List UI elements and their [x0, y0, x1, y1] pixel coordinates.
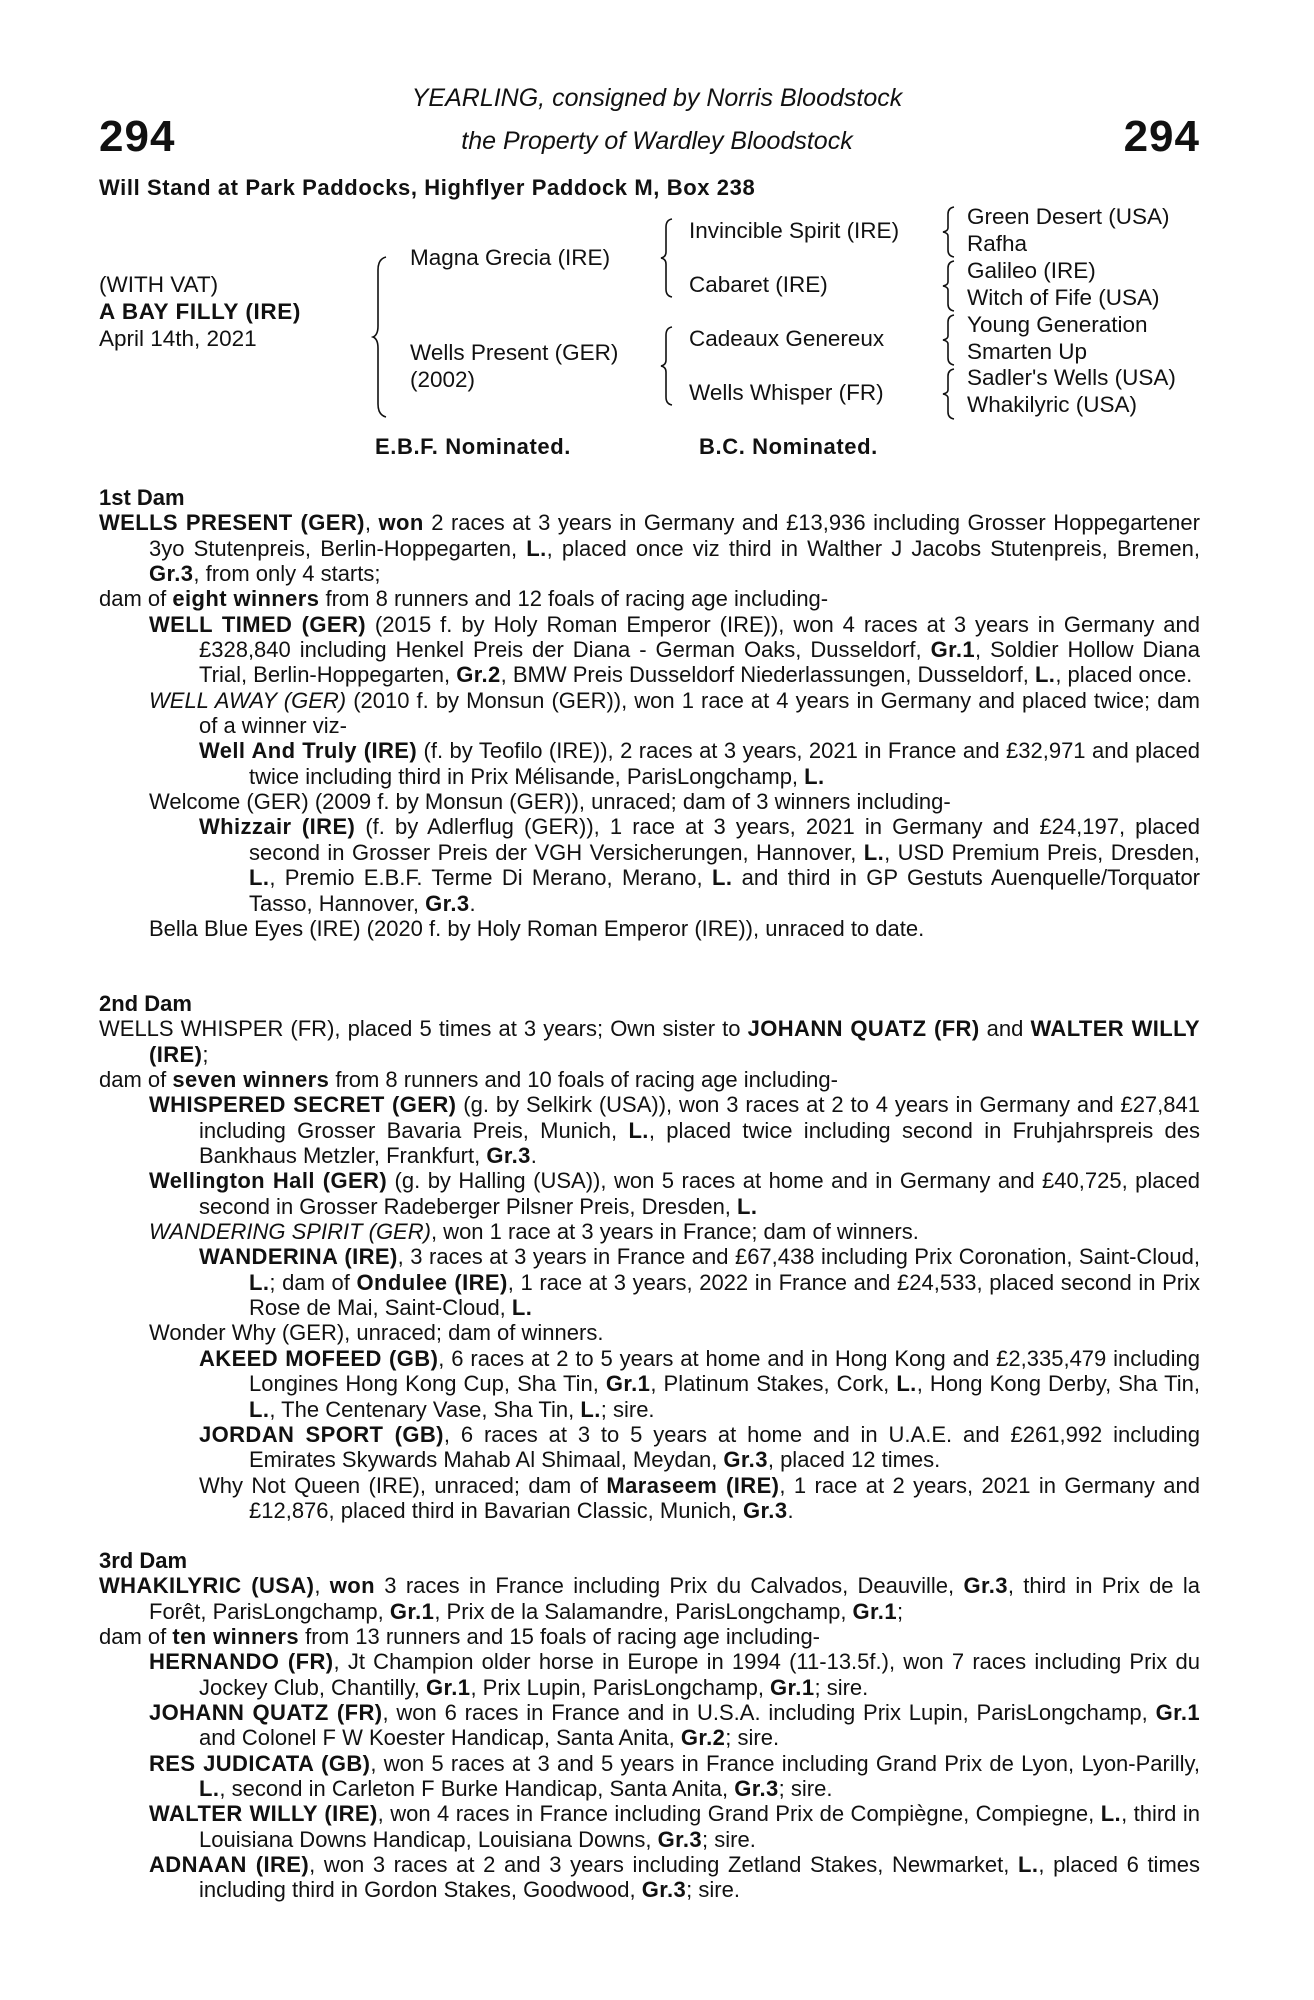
- entry-text: 2 races at 3 years in Germany and £13,936 including Grosser Hoppegartener 3yo Stutenpreis, Berlin-Hoppegarten,: [149, 510, 1200, 561]
- entry-text: .: [530, 1143, 537, 1169]
- pedigree-entry: [99, 1573, 1200, 1624]
- entry-text: (f. by Adlerflug (GER)), 1 race at 3 years, 2021 in Germany and £24,197, placed second in Grosser Preis der VGH Versicherungen, Hannover,: [249, 814, 1200, 865]
- pedigree-entry: [99, 1219, 1200, 1244]
- bold-text: Gr.3: [963, 1573, 1008, 1599]
- entry-text: dam of: [99, 1067, 173, 1093]
- bold-text: Well And Truly (IRE): [199, 738, 418, 764]
- pedigree-entry: [99, 1624, 1200, 1649]
- sire-dam: Cabaret (IRE): [689, 272, 828, 297]
- bold-text: L.: [1100, 1801, 1122, 1827]
- entry-text: , Jt Champion older horse in Europe in 1994 (11-13.5f.), won 7 races including Prix du Jockey Club, Chantilly,: [199, 1649, 1200, 1700]
- ancestor-gen3: Witch of Fife (USA): [967, 285, 1160, 310]
- entry-text: ; sire.: [686, 1877, 740, 1903]
- brace-icon: [942, 260, 956, 312]
- section-title: 2nd Dam: [99, 991, 192, 1016]
- bold-text: L.: [896, 1371, 917, 1397]
- pedigree-entry: [99, 789, 1200, 814]
- lot-number-left: 294: [99, 112, 176, 161]
- bold-text: ten winners: [172, 1624, 300, 1650]
- entry-text: from 8 runners and 12 foals of racing age including-: [319, 586, 829, 612]
- entry-text: (f. by Teofilo (IRE)), 2 races at 3 years, 2021 in France and £32,971 and placed twice including third in Prix Mélisande, ParisLongchamp,: [249, 738, 1200, 789]
- entry-text: , won 1 race at 3 years in France; dam of winners.: [430, 1219, 919, 1245]
- entry-text: , second in Carleton F Burke Handicap, Santa Anita,: [219, 1776, 735, 1802]
- bold-text: eight winners: [172, 586, 320, 612]
- bold-text: Gr.1: [852, 1598, 897, 1624]
- bold-text: Gr.3: [657, 1826, 703, 1852]
- bold-text: L.: [249, 1396, 270, 1422]
- bold-text: WHAKILYRIC (USA): [99, 1573, 315, 1599]
- entry-text: , third in Louisiana Downs Handicap, Louisiana Downs,: [199, 1801, 1200, 1852]
- foaling-date: April 14th, 2021: [99, 326, 257, 351]
- sire-sire: Invincible Spirit (IRE): [689, 218, 900, 243]
- entry-text: from 8 runners and 10 foals of racing age including-: [329, 1067, 838, 1093]
- bold-text: L.: [628, 1117, 649, 1143]
- ancestor-gen3: Galileo (IRE): [967, 258, 1096, 283]
- ebf-nomination: E.B.F. Nominated.: [375, 434, 571, 459]
- entry-text: , 1 race at 2 years, 2021 in Germany and £12,876, placed third in Bavarian Classic, Munich,: [249, 1472, 1200, 1523]
- sire: Magna Grecia (IRE): [410, 245, 611, 270]
- bold-text: Gr.3: [486, 1143, 531, 1169]
- bold-text: Gr.1: [1155, 1700, 1200, 1726]
- pedigree-entry: [99, 1092, 1200, 1168]
- bold-text: Gr.1: [770, 1674, 815, 1700]
- pedigree-entry: [99, 612, 1200, 688]
- ancestor-gen3: Young Generation: [967, 312, 1148, 337]
- section-title: 1st Dam: [99, 485, 185, 510]
- pedigree-entry: [99, 814, 1200, 915]
- entry-text: , won 4 races in France including Grand Prix de Compiègne, Compiegne,: [377, 1801, 1101, 1827]
- entry-text: ; sire.: [725, 1725, 780, 1751]
- lot-name: A BAY FILLY (IRE): [99, 299, 301, 324]
- pedigree-entry: [99, 586, 1200, 611]
- bold-text: WANDERINA (IRE): [199, 1244, 398, 1270]
- pedigree-entry: [99, 1422, 1200, 1473]
- entry-text: ; sire.: [600, 1396, 655, 1422]
- entry-text: and third in GP Gestuts Auenquelle/Torquator Tasso, Hannover,: [249, 865, 1201, 916]
- property-line: the Property of Wardley Bloodstock: [461, 127, 853, 155]
- bold-text: L.: [737, 1193, 758, 1219]
- bold-text: L.: [511, 1295, 533, 1321]
- entry-text: , Soldier Hollow Diana Trial, Berlin-Hoppegarten,: [199, 637, 1200, 688]
- entry-text: ;: [896, 1598, 904, 1624]
- bold-text: WALTER WILLY (IRE): [149, 1016, 1200, 1067]
- entry-text: 3 races in France including Prix du Calvados, Deauville,: [374, 1573, 964, 1599]
- entry-text: ; sire.: [702, 1826, 756, 1852]
- bold-text: Gr.3: [734, 1776, 779, 1802]
- entry-text: ; dam of: [269, 1269, 357, 1295]
- bold-text: L.: [804, 763, 825, 789]
- entry-text: ,: [364, 510, 379, 536]
- entry-text: and Colonel F W Koester Handicap, Santa Anita,: [199, 1725, 681, 1751]
- bold-text: Wellington Hall (GER): [149, 1168, 388, 1194]
- entry-text: , USD Premium Preis, Dresden,: [884, 839, 1200, 865]
- bold-text: Gr.3: [425, 890, 470, 916]
- stand-location: Will Stand at Park Paddocks, Highflyer Paddock M, Box 238: [99, 175, 756, 200]
- entry-text: Why Not Queen (IRE), unraced; dam of: [199, 1472, 607, 1498]
- bold-text: L.: [249, 1269, 270, 1295]
- pedigree-entry: [99, 1244, 1200, 1320]
- bold-text: Whizzair (IRE): [199, 814, 356, 840]
- bold-text: Gr.3: [149, 561, 194, 587]
- ancestor-gen3: Green Desert (USA): [967, 204, 1170, 229]
- pedigree-entry: [99, 1700, 1200, 1751]
- pedigree-entry: [99, 1852, 1200, 1903]
- bold-text: Gr.1: [389, 1598, 435, 1624]
- pedigree-entry: [99, 1473, 1200, 1524]
- entry-text: .: [469, 890, 476, 916]
- brace-icon: [942, 368, 956, 420]
- entry-text: , won 5 races at 3 and 5 years in France including Grand Prix de Lyon, Lyon-Parilly,: [370, 1750, 1201, 1776]
- entry-text: Bella Blue Eyes (IRE) (2020 f. by Holy Roman Emperor (IRE)), unraced to date.: [149, 915, 925, 941]
- entry-text: .: [787, 1497, 794, 1523]
- entry-text: (2015 f. by Holy Roman Emperor (IRE)), won 4 races at 3 years in Germany and £328,840 including Henkel Preis der Diana - German Oaks, Dusseldorf,: [199, 611, 1200, 663]
- bold-text: JOHANN QUATZ (FR): [747, 1016, 980, 1042]
- entry-text: , placed once viz third in Walther J Jacobs Stutenpreis, Bremen,: [546, 535, 1201, 561]
- entry-text: , placed twice including second in Fruhjahrspreis des Bankhaus Metzler, Frankfurt,: [199, 1117, 1200, 1169]
- italic-text: WANDERING SPIRIT (GER): [149, 1219, 431, 1245]
- bold-text: JOHANN QUATZ (FR): [149, 1700, 383, 1726]
- bold-text: Gr.2: [456, 662, 501, 688]
- entry-text: , placed 6 times including third in Gordon Stakes, Goodwood,: [199, 1852, 1201, 1903]
- entry-text: , Hong Kong Derby, Sha Tin,: [916, 1371, 1200, 1397]
- entry-text: , placed once.: [1055, 662, 1193, 688]
- entry-text: from 13 runners and 15 foals of racing age including-: [299, 1624, 821, 1650]
- bold-text: WHISPERED SECRET (GER): [149, 1092, 457, 1118]
- bold-text: Ondulee (IRE): [356, 1269, 508, 1295]
- pedigree-entry: [99, 1801, 1200, 1852]
- entry-text: WELLS WHISPER (FR), placed 5 times at 3 years; Own sister to: [99, 1016, 748, 1042]
- entry-text: , placed 12 times.: [767, 1447, 941, 1473]
- second-dam-section: [99, 991, 1200, 1523]
- brace-icon: [660, 326, 674, 406]
- entry-text: and: [979, 1016, 1031, 1042]
- ancestor-gen3: Sadler's Wells (USA): [967, 365, 1176, 390]
- bold-text: Gr.3: [641, 1877, 687, 1903]
- bold-text: seven winners: [172, 1067, 330, 1093]
- vat-note: (WITH VAT): [99, 272, 219, 297]
- ancestor-gen3: Whakilyric (USA): [967, 392, 1138, 417]
- bold-text: L.: [711, 865, 733, 891]
- lot-number-right: 294: [1123, 112, 1200, 161]
- entry-text: , 3 races at 3 years in France and £67,438 including Prix Coronation, Saint-Cloud,: [397, 1244, 1200, 1270]
- entry-text: , Prix de la Salamandre, ParisLongchamp,: [434, 1598, 853, 1624]
- entry-text: , BMW Preis Dusseldorf Niederlassungen, Dusseldorf,: [500, 662, 1035, 688]
- pedigree-entry: [99, 1016, 1200, 1067]
- entry-text: (g. by Halling (USA)), won 5 races at home and in Germany and £40,725, placed second in Grosser Radeberger Pilsner Preis, Dresden,: [199, 1168, 1200, 1219]
- entry-text: , Premio E.B.F. Terme Di Merano, Merano,: [269, 865, 712, 891]
- dam-year: (2002): [410, 367, 476, 392]
- entry-text: dam of: [99, 1624, 173, 1650]
- bold-text: Gr.3: [743, 1497, 788, 1523]
- dam-sire: Cadeaux Genereux: [689, 326, 885, 351]
- bold-text: L.: [199, 1776, 220, 1802]
- entry-text: , 6 races at 2 to 5 years at home and in Hong Kong and £2,335,479 including Longines Hong Kong Cup, Sha Tin,: [249, 1345, 1200, 1397]
- pedigree-entry: [99, 688, 1200, 739]
- bold-text: WELL TIMED (GER): [149, 611, 366, 637]
- ancestor-gen3: Smarten Up: [967, 339, 1088, 364]
- entry-text: ;: [202, 1041, 209, 1067]
- pedigree-entry: [99, 1649, 1200, 1700]
- bold-text: Gr.1: [605, 1371, 651, 1397]
- entry-text: dam of: [99, 586, 173, 612]
- entry-text: (2010 f. by Monsun (GER)), won 1 race at 4 years in Germany and placed twice; dam of a winner viz-: [199, 687, 1200, 739]
- bold-text: Gr.3: [723, 1447, 768, 1473]
- consignor-line: YEARLING, consigned by Norris Bloodstock: [411, 84, 903, 112]
- italic-text: WELL AWAY (GER): [149, 687, 347, 713]
- entry-text: , Prix Lupin, ParisLongchamp,: [470, 1674, 771, 1700]
- entry-text: , Platinum Stakes, Cork,: [650, 1371, 897, 1397]
- pedigree-entry: [99, 1067, 1200, 1092]
- pedigree-entry: [99, 1320, 1200, 1345]
- dam-dam: Wells Whisper (FR): [689, 380, 884, 405]
- bold-text: L.: [580, 1396, 601, 1422]
- bold-text: WELLS PRESENT (GER): [99, 510, 365, 536]
- entry-text: Wonder Why (GER), unraced; dam of winners.: [149, 1320, 604, 1346]
- bold-text: Gr.1: [930, 637, 976, 663]
- ancestor-gen3: Rafha: [967, 231, 1028, 256]
- entry-text: Welcome (GER) (2009 f. by Monsun (GER)), unraced; dam of 3 winners including-: [149, 789, 951, 815]
- brace-icon: [942, 206, 956, 258]
- bc-nomination: B.C. Nominated.: [699, 434, 878, 459]
- third-dam-section: [99, 1548, 1200, 1903]
- brace-icon: [660, 218, 674, 298]
- pedigree-entry: [99, 1751, 1200, 1802]
- bold-text: Gr.2: [680, 1725, 726, 1751]
- pedigree-entry: [99, 916, 1200, 941]
- bold-text: HERNANDO (FR): [149, 1649, 334, 1675]
- bold-text: L.: [526, 535, 547, 561]
- entry-text: , The Centenary Vase, Sha Tin,: [269, 1396, 581, 1422]
- entry-text: , won 6 races in France and in U.S.A. including Prix Lupin, ParisLongchamp,: [382, 1700, 1156, 1726]
- bold-text: AKEED MOFEED (GB): [199, 1345, 439, 1371]
- bold-text: L.: [863, 839, 885, 865]
- entry-text: ; sire.: [814, 1674, 869, 1700]
- bold-text: L.: [249, 865, 270, 891]
- bold-text: won: [329, 1573, 375, 1599]
- first-dam-section: [99, 485, 1200, 941]
- entry-text: ; sire.: [778, 1776, 833, 1802]
- bold-text: L.: [1018, 1852, 1039, 1878]
- bold-text: ADNAAN (IRE): [149, 1852, 310, 1878]
- entry-text: , 1 race at 3 years, 2022 in France and £24,533, placed second in Prix Rose de Mai, Saint-Cloud,: [249, 1269, 1201, 1321]
- entry-text: ,: [314, 1573, 330, 1599]
- bold-text: RES JUDICATA (GB): [149, 1750, 371, 1776]
- entry-text: , won 3 races at 2 and 3 years including Zetland Stakes, Newmarket,: [309, 1852, 1019, 1878]
- entry-text: , third in Prix de la Forêt, ParisLongchamp,: [149, 1573, 1200, 1624]
- bold-text: JORDAN SPORT (GB): [199, 1421, 444, 1447]
- bold-text: won: [378, 510, 424, 536]
- pedigree-entry: [99, 1168, 1200, 1219]
- brace-icon: [942, 314, 956, 366]
- dam: Wells Present (GER): [410, 340, 619, 365]
- bold-text: L.: [1034, 662, 1056, 688]
- pedigree-entry: [99, 1346, 1200, 1422]
- pedigree-entry: [99, 510, 1200, 586]
- entry-text: , from only 4 starts;: [193, 561, 381, 587]
- bold-text: Maraseem (IRE): [606, 1472, 780, 1498]
- pedigree-entry: [99, 738, 1200, 789]
- bold-text: Gr.1: [426, 1674, 471, 1700]
- section-title: 3rd Dam: [99, 1548, 188, 1573]
- entry-text: (g. by Selkirk (USA)), won 3 races at 2 to 4 years in Germany and £27,841 including Grosser Bavaria Preis, Munich,: [199, 1092, 1200, 1143]
- brace-icon: [372, 256, 388, 418]
- bold-text: WALTER WILLY (IRE): [149, 1801, 378, 1827]
- entry-text: , 6 races at 3 to 5 years at home and in U.A.E. and £261,992 including Emirates Skywards Mahab Al Shimaal, Meydan,: [249, 1421, 1200, 1473]
